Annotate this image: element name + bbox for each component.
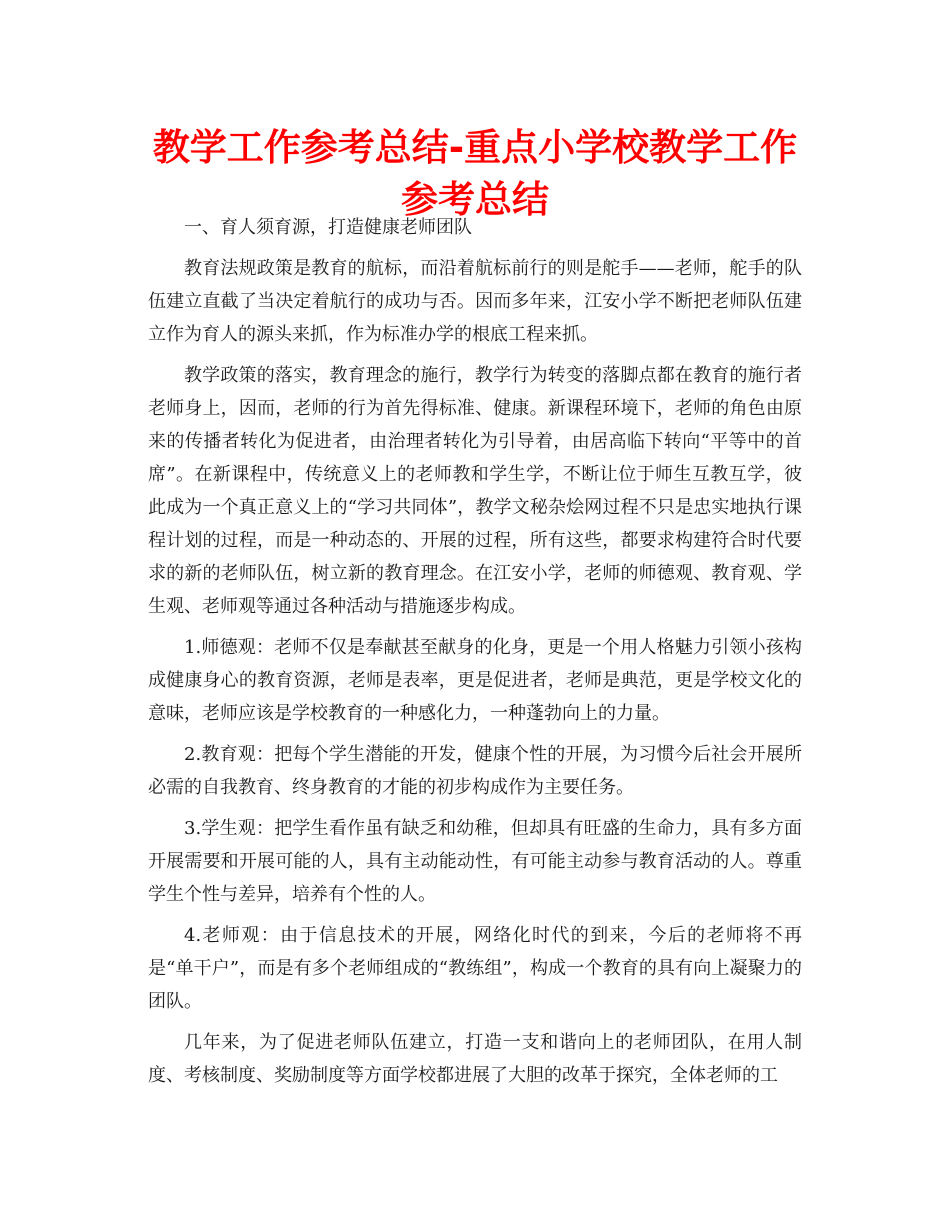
body-paragraph: 教学政策的落实，教育理念的施行，教学行为转变的落脚点都在教育的施行者老师身上，因而，老师的行为首先得标准、健康。新课程环境下，老师的角色由原来的传播者转化为促进者，由治理者转化为引导着，由居高临下转向“平等中的首席”。在新课程中，传统意义上的老师教和学生学，不断让位于师生互教互学，彼此成为一个真正意义上的“学习共同体”，教学文秘杂烩网过程不只是忠实地执行课程计划的过程，而是一种动态的、开展的过程，所有这些，都要求构建符合时代要求的新的老师队伍，树立新的教育理念。在江安小学，老师的师德观、教育观、学生观、老师观等通过各种活动与措施逐步构成。 [148, 365, 802, 617]
document-body [148, 211, 802, 1100]
body-paragraph: 4.老师观：由于信息技术的开展，网络化时代的到来，今后的老师将不再是“单干户”，而是有多个老师组成的“教练组”，构成一个教育的具有向上凝聚力的团队。 [148, 925, 802, 1012]
body-paragraph: 2.教育观：把每个学生潜能的开发，健康个性的开展，为习惯今后社会开展所必需的自我教育、终身教育的才能的初步构成作为主要任务。 [148, 744, 802, 798]
body-paragraph: 3.学生观：把学生看作虽有缺乏和幼稚，但却具有旺盛的生命力，具有多方面开展需要和开展可能的人，具有主动能动性，有可能主动参与教育活动的人。尊重学生个性与差异，培养有个性的人。 [148, 818, 802, 905]
body-paragraph: 1.师德观：老师不仅是奉献甚至献身的化身，更是一个用人格魅力引领小孩构成健康身心的教育资源，老师是表率，更是促进者，老师是典范，更是学校文化的意味，老师应该是学校教育的一种感化力，一种蓬勃向上的力量。 [148, 637, 802, 724]
body-paragraph: 几年来，为了促进老师队伍建立，打造一支和谐向上的老师团队，在用人制度、考核制度、奖励制度等方面学校都进展了大胆的改革于探究，全体老师的工 [148, 1032, 802, 1086]
section-heading: 一、育人须育源，打造健康老师团队 [184, 217, 472, 238]
body-paragraph: 教育法规政策是教育的航标，而沿着航标前行的则是舵手——老师，舵手的队伍建立直截了当决定着航行的成功与否。因而多年来，江安小学不断把老师队伍建立作为育人的源头来抓，作为标准办学的根底工程来抓。 [148, 258, 802, 345]
document-title: 教学工作参考总结-重点小学校教学工作参考总结 [152, 126, 798, 221]
